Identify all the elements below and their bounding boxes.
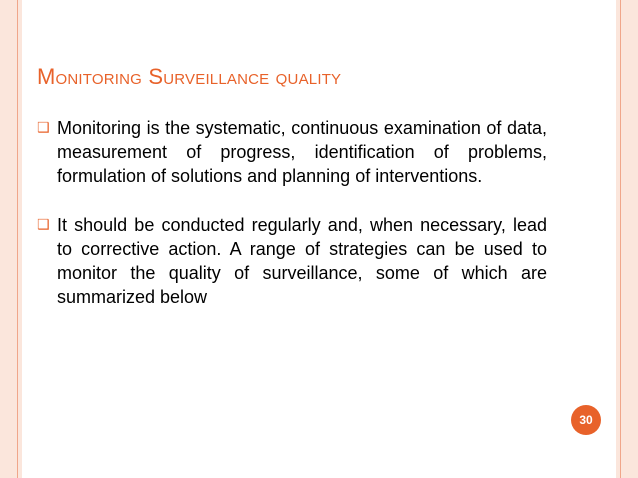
bullet-list bbox=[37, 116, 547, 334]
hollow-square-bullet-icon: ❑ bbox=[37, 217, 50, 233]
bullet-item bbox=[37, 213, 547, 309]
right-decorative-line bbox=[620, 0, 621, 478]
hollow-square-bullet-icon: ❑ bbox=[37, 120, 50, 136]
slide-title: Monitoring Surveillance quality bbox=[37, 64, 342, 89]
page-number-badge: 30 bbox=[571, 405, 601, 435]
left-decorative-band bbox=[0, 0, 22, 478]
bullet-text: Monitoring is the systematic, continuous examination of data, measurement of progress, identification of problems, formulation of solutions and planning of interventions. bbox=[57, 118, 547, 186]
bullet-text: It should be conducted regularly and, when necessary, lead to corrective action. A range of strategies can be used to monitor the quality of surveillance, some of which are summarized below bbox=[57, 215, 547, 307]
left-decorative-line bbox=[17, 0, 18, 478]
bullet-item bbox=[37, 116, 547, 188]
